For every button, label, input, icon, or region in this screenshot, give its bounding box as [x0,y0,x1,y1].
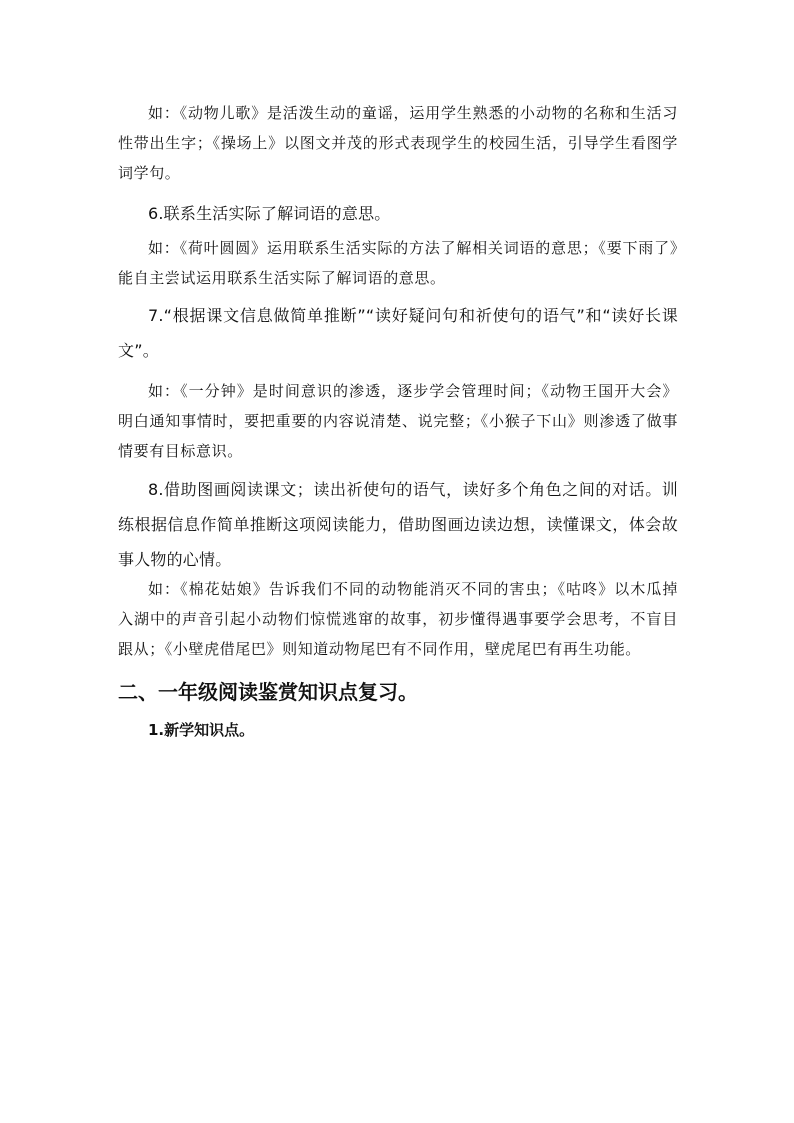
point-6-heading: 6.联系生活实际了解词语的意思。 [148,204,391,223]
point-7-paragraph: 7.“根据课文信息做简单推断”“读好疑问句和祈使句的语气”和“读好长课文”。 [118,306,678,360]
example-paragraph-animal-songs: 如：《动物儿歌》是活泼生动的童谣，运用学生熟悉的小动物的名称和生活习性带出生字；《操场上》以图文并茂的形式表现学生的校园生活，引导学生看图学词学句。 [118,104,678,182]
subsection-1-heading: 1.新学知识点。 [148,721,255,739]
example-paragraph-cotton-girl: 如：《棉花姑娘》告诉我们不同的动物能消灭不同的害虫；《咕咚》以木瓜掉入湖中的声音引起小动物们惊慌逃窜的故事，初步懂得遇事要学会思考，不盲目跟从；《小壁虎借尾巴》则知道动物尾巴有不同作用，壁虎尾巴有再生功能。 [118,580,678,658]
example-paragraph-lotus-leaf: 如：《荷叶圆圆》运用联系生活实际的方法了解相关词语的意思；《要下雨了》能自主尝试运用联系生活实际了解词语的意思。 [118,239,678,287]
section-2-heading: 二、一年级阅读鉴赏知识点复习。 [118,680,418,704]
example-paragraph-one-minute: 如：《一分钟》是时间意识的渗透，逐步学会管理时间；《动物王国开大会》明白通知事情时，要把重要的内容说清楚、说完整；《小猴子下山》则渗透了做事情要有目标意识。 [118,382,678,460]
point-8-paragraph: 8.借助图画阅读课文；读出祈使句的语气，读好多个角色之间的对话。训练根据信息作简单推断这项阅读能力，借助图画边读边想，读懂课文，体会故事人物的心情。 [118,480,678,569]
